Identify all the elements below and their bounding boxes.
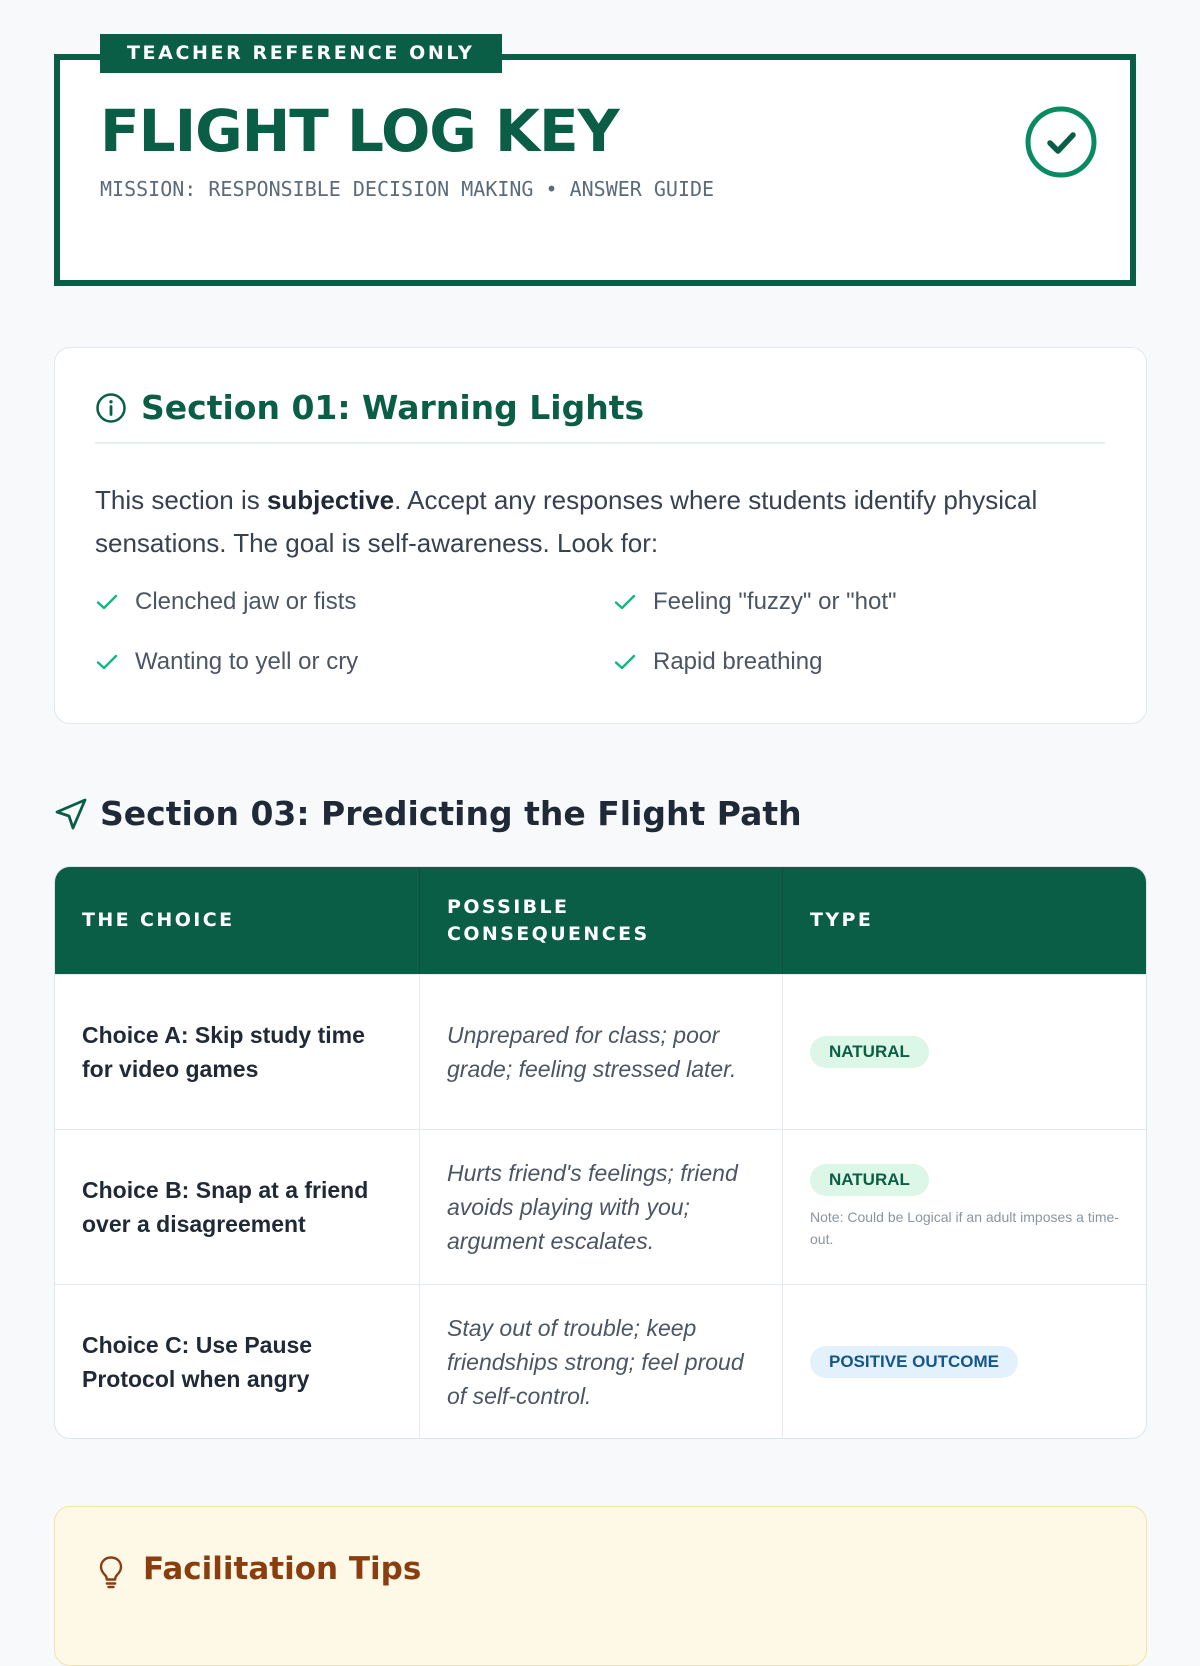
navigation-arrow-icon: [54, 797, 88, 831]
section-01-title: Section 01: Warning Lights: [141, 388, 645, 427]
intro-text-end: . Accept any responses where students identify physical sensations. The goal is self-awareness. Look for:: [95, 485, 1038, 558]
section-03-title: Section 03: Predicting the Flight Path: [100, 794, 802, 833]
type-note: Note: Could be Logical if an adult imposes a time-out.: [810, 1209, 1119, 1247]
consequence-text: Hurts friend's feelings; friend avoids playing with you; argument escalates.: [447, 1160, 738, 1254]
consequence-text: Unprepared for class; poor grade; feeling stressed later.: [447, 1022, 737, 1082]
facilitation-tips-card: [54, 1506, 1147, 1666]
header-box: [54, 54, 1136, 286]
table-row: [55, 1284, 1146, 1439]
list-item-label: Rapid breathing: [653, 648, 823, 675]
check-icon: [613, 590, 637, 614]
choice-text: Choice B: Snap at a friend over a disagreement: [82, 1177, 369, 1237]
section-01-card: [54, 347, 1147, 724]
section-01-intro: [95, 479, 1105, 565]
list-item-label: Feeling "fuzzy" or "hot": [653, 588, 897, 615]
type-cell: [782, 1130, 1146, 1284]
check-icon: [95, 650, 119, 674]
consequence-text: Stay out of trouble; keep friendships strong; feel proud of self-control.: [447, 1315, 744, 1409]
column-header-type: TYPE: [782, 867, 1146, 974]
intro-text-start: This section is: [95, 485, 267, 515]
section-01-header: [95, 376, 1105, 444]
choice-text: Choice A: Skip study time for video games: [82, 1022, 365, 1082]
type-badge: POSITIVE OUTCOME: [810, 1346, 1018, 1378]
choice-cell: [55, 975, 419, 1129]
consequence-cell: [419, 1130, 782, 1284]
consequences-table: [54, 866, 1147, 1439]
list-item-label: Wanting to yell or cry: [135, 648, 359, 675]
page-title: FLIGHT LOG KEY: [100, 97, 619, 165]
check-icon: [95, 590, 119, 614]
type-badge: NATURAL: [810, 1036, 929, 1068]
column-header-consequences: POSSIBLE CONSEQUENCES: [419, 867, 782, 974]
page-subtitle: MISSION: RESPONSIBLE DECISION MAKING • ANSWER GUIDE: [100, 177, 715, 201]
check-icon: [613, 650, 637, 674]
choice-text: Choice C: Use Pause Protocol when angry: [82, 1332, 313, 1392]
table-header: [55, 867, 1146, 974]
column-header-choice: THE CHOICE: [82, 909, 235, 931]
check-circle-icon: [1023, 104, 1099, 180]
list-item-label: Clenched jaw or fists: [135, 588, 357, 615]
type-cell: [782, 975, 1146, 1129]
table-row: [55, 1129, 1146, 1284]
lightbulb-icon: [97, 1555, 125, 1589]
type-badge: NATURAL: [810, 1164, 929, 1196]
choice-cell: [55, 1285, 419, 1439]
facilitation-tips-title: Facilitation Tips: [143, 1551, 422, 1587]
info-icon: [95, 392, 127, 424]
choice-cell: [55, 1130, 419, 1284]
intro-text-bold: subjective: [266, 485, 395, 515]
consequence-cell: [419, 1285, 782, 1439]
type-cell: [782, 1285, 1146, 1439]
teacher-reference-tag: TEACHER REFERENCE ONLY: [100, 34, 502, 73]
table-row: [55, 974, 1146, 1129]
consequence-cell: [419, 975, 782, 1129]
